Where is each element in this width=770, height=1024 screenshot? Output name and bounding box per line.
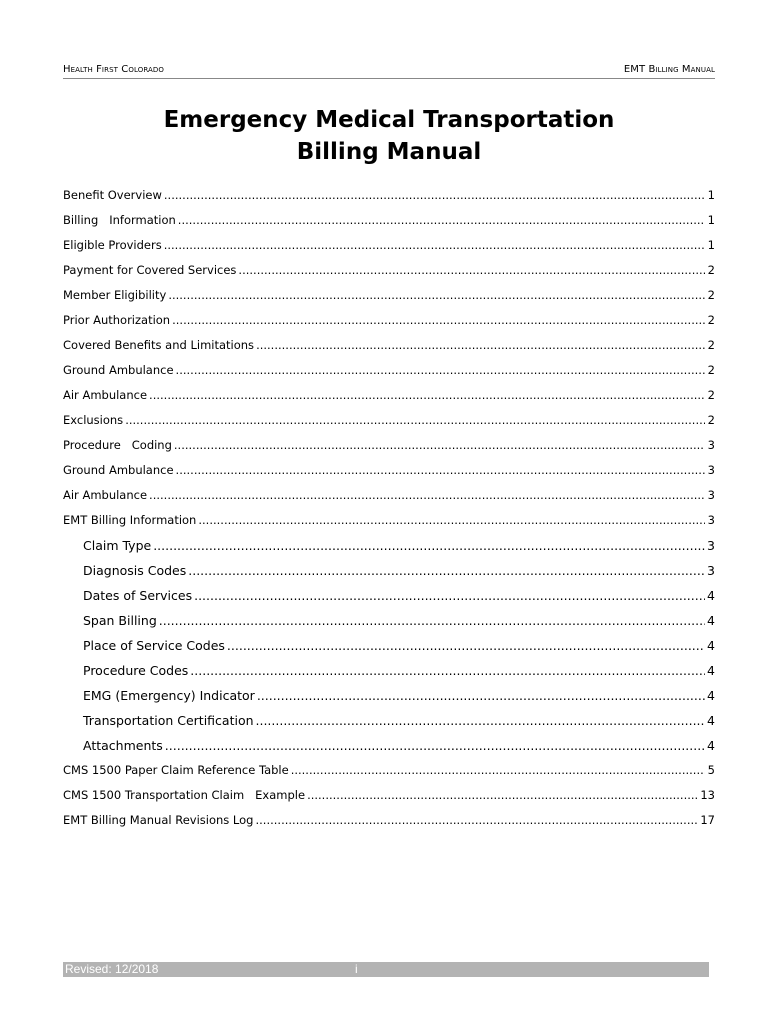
toc-entry[interactable] (63, 333, 715, 358)
toc-dot-leader (165, 733, 705, 758)
toc-entry[interactable] (63, 283, 715, 308)
toc-entry-label: Prior Authorization (63, 313, 171, 327)
toc-entry[interactable] (63, 683, 715, 708)
toc-dot-leader (153, 533, 705, 558)
toc-entry-page-number: 3 (707, 463, 715, 477)
page-header (63, 62, 715, 79)
document-title (63, 104, 715, 168)
toc-entry-page-number: 3 (707, 538, 715, 553)
toc-entry-page-number: 2 (707, 413, 715, 427)
toc-dot-leader (178, 208, 705, 233)
header-right-text: EMT Billing Manual (623, 64, 715, 75)
toc-dot-leader (227, 633, 705, 658)
toc-entry[interactable] (63, 583, 715, 608)
toc-entry-label: Billing Information (63, 213, 176, 227)
toc-entry-page-number: 1 (707, 238, 715, 252)
toc-entry-label: Exclusions (63, 413, 124, 427)
toc-dot-leader (194, 583, 705, 608)
toc-entry[interactable] (63, 183, 715, 208)
toc-entry[interactable] (63, 358, 715, 383)
toc-entry-label: Claim Type (83, 538, 152, 553)
toc-entry-page-number: 2 (707, 338, 715, 352)
toc-dot-leader (256, 708, 705, 733)
toc-dot-leader (291, 758, 705, 783)
footer-page-number: i (355, 962, 358, 976)
toc-dot-leader (149, 383, 705, 408)
toc-entry[interactable] (63, 383, 715, 408)
toc-entry-page-number: 4 (707, 688, 715, 703)
toc-entry[interactable] (63, 708, 715, 733)
toc-entry-page-number: 3 (707, 513, 715, 527)
toc-entry-page-number: 4 (707, 713, 715, 728)
toc-entry-page-number: 4 (707, 588, 715, 603)
toc-entry-page-number: 4 (707, 613, 715, 628)
toc-entry-label: Diagnosis Codes (83, 563, 187, 578)
toc-entry[interactable] (63, 608, 715, 633)
toc-entry-page-number: 3 (707, 563, 715, 578)
toc-entry-label: Air Ambulance (63, 488, 148, 502)
toc-entry[interactable] (63, 733, 715, 758)
header-left-text: Health First Colorado (63, 64, 164, 75)
toc-entry[interactable] (63, 758, 715, 783)
toc-entry-label: Member Eligibility (63, 288, 167, 302)
toc-dot-leader (159, 608, 705, 633)
toc-entry-label: Eligible Providers (63, 238, 162, 252)
toc-dot-leader (172, 308, 705, 333)
toc-entry[interactable] (63, 208, 715, 233)
toc-entry-page-number: 4 (707, 738, 715, 753)
toc-entry-page-number: 2 (707, 388, 715, 402)
toc-entry-page-number: 3 (707, 488, 715, 502)
toc-dot-leader (176, 358, 705, 383)
toc-entry[interactable] (63, 533, 715, 558)
toc-entry-label: Attachments (83, 738, 163, 753)
toc-dot-leader (168, 283, 705, 308)
toc-dot-leader (188, 558, 705, 583)
toc-entry[interactable] (63, 483, 715, 508)
toc-entry-page-number: 4 (707, 663, 715, 678)
document-title-text: Emergency Medical Transportation Billing Manual (163, 107, 615, 165)
toc-entry-page-number: 2 (707, 313, 715, 327)
toc-dot-leader (190, 658, 705, 683)
toc-dot-leader (257, 683, 705, 708)
toc-dot-leader (174, 433, 705, 458)
toc-dot-leader (149, 483, 705, 508)
toc-entry[interactable] (63, 633, 715, 658)
toc-entry[interactable] (63, 308, 715, 333)
toc-entry[interactable] (63, 408, 715, 433)
toc-entry-label: Span Billing (83, 613, 157, 628)
toc-entry[interactable] (63, 508, 715, 533)
toc-entry-label: Benefit Overview (63, 188, 162, 202)
toc-entry-page-number: 5 (707, 763, 715, 777)
footer-revised-date: Revised: 12/2018 (65, 962, 159, 976)
page-footer (63, 962, 709, 977)
toc-dot-leader (255, 808, 698, 833)
toc-entry-page-number: 3 (707, 438, 715, 452)
toc-entry[interactable] (63, 458, 715, 483)
toc-entry-label: EMG (Emergency) Indicator (83, 688, 255, 703)
toc-entry-page-number: 1 (707, 188, 715, 202)
toc-dot-leader (125, 408, 705, 433)
toc-dot-leader (256, 333, 705, 358)
table-of-contents (63, 183, 715, 833)
toc-entry[interactable] (63, 258, 715, 283)
toc-entry-label: Procedure Coding (63, 438, 172, 452)
toc-entry-label: Ground Ambulance (63, 363, 174, 377)
toc-entry-label: EMT Billing Information (63, 513, 197, 527)
toc-entry-page-number: 2 (707, 263, 715, 277)
toc-entry[interactable] (63, 233, 715, 258)
toc-dot-leader (176, 458, 705, 483)
toc-entry-label: Dates of Services (83, 588, 193, 603)
toc-entry-page-number: 13 (700, 788, 715, 802)
toc-entry-label: Transportation Certification (83, 713, 254, 728)
toc-entry-label: Payment for Covered Services (63, 263, 237, 277)
toc-entry-page-number: 2 (707, 288, 715, 302)
toc-entry-label: Covered Benefits and Limitations (63, 338, 255, 352)
toc-entry-label: Ground Ambulance (63, 463, 174, 477)
toc-dot-leader (164, 183, 705, 208)
toc-entry[interactable] (63, 558, 715, 583)
toc-entry[interactable] (63, 433, 715, 458)
toc-entry-page-number: 4 (707, 638, 715, 653)
toc-entry-label: Place of Service Codes (83, 638, 225, 653)
toc-entry-label: EMT Billing Manual Revisions Log (63, 813, 254, 827)
toc-entry-label: CMS 1500 Transportation Claim Example (63, 788, 306, 802)
toc-entry-label: Procedure Codes (83, 663, 189, 678)
toc-entry[interactable] (63, 808, 715, 833)
toc-dot-leader (164, 233, 705, 258)
toc-entry-page-number: 1 (707, 213, 715, 227)
toc-entry-label: CMS 1500 Paper Claim Reference Table (63, 763, 289, 777)
toc-dot-leader (238, 258, 705, 283)
toc-entry-label: Air Ambulance (63, 388, 148, 402)
toc-entry[interactable] (63, 783, 715, 808)
toc-entry-page-number: 17 (700, 813, 715, 827)
toc-dot-leader (198, 508, 705, 533)
toc-entry[interactable] (63, 658, 715, 683)
toc-entry-page-number: 2 (707, 363, 715, 377)
toc-dot-leader (307, 783, 698, 808)
